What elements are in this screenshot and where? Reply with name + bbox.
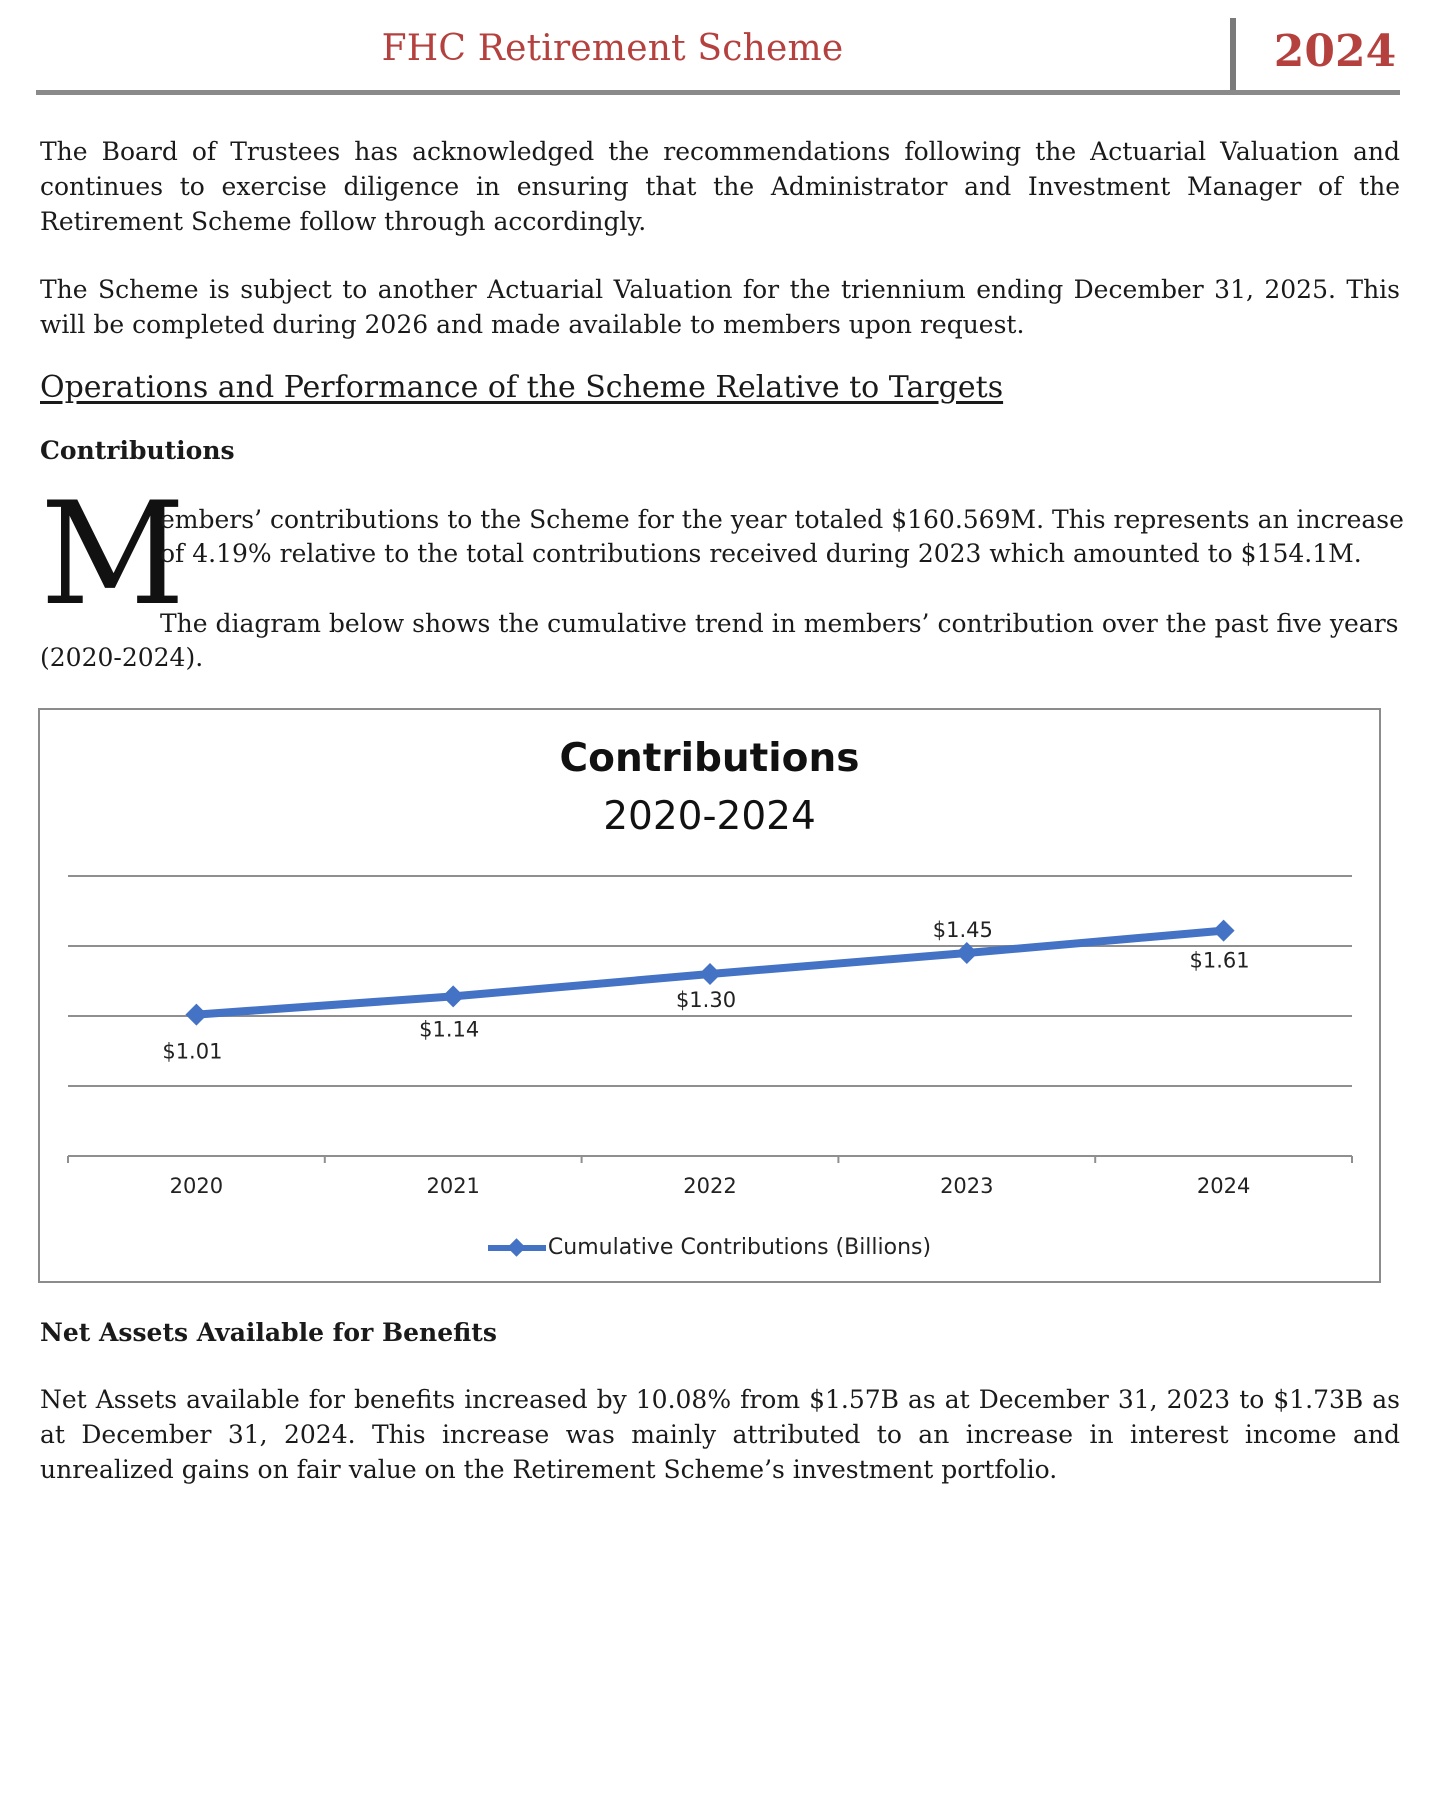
data-point-2020 bbox=[185, 1004, 207, 1026]
document-title: FHC Retirement Scheme bbox=[381, 28, 844, 69]
x-tick-label-2020: 2020 bbox=[169, 1174, 224, 1198]
data-label-2020: $1.01 bbox=[162, 1039, 223, 1064]
contributions-line-1: embers’ contributions to the Scheme for the year totaled $160.569M. This represents an increase bbox=[160, 505, 1404, 534]
contributions-line-3: The diagram below shows the cumulative trend in members’ contribution over the past five years bbox=[160, 609, 1399, 638]
data-point-2022 bbox=[699, 963, 721, 985]
chart-plot-area bbox=[40, 710, 1379, 1281]
x-tick-label-2021: 2021 bbox=[426, 1174, 480, 1198]
data-label-2024: $1.61 bbox=[1189, 948, 1250, 973]
x-tick-label-2022: 2022 bbox=[683, 1174, 737, 1198]
legend-series-label: Cumulative Contributions (Billions) bbox=[547, 1235, 932, 1260]
x-tick-label-2024: 2024 bbox=[1196, 1174, 1251, 1198]
contributions-line-2: of 4.19% relative to the total contributions received during 2023 which amounted to $154.1M. bbox=[160, 539, 1362, 568]
section-heading: Operations and Performance of the Scheme Relative to Targets bbox=[40, 370, 1004, 405]
header-rule bbox=[36, 90, 1400, 95]
data-label-2022: $1.30 bbox=[675, 988, 737, 1012]
data-point-2024 bbox=[1213, 920, 1235, 942]
net-assets-heading: Net Assets Available for Benefits bbox=[40, 1318, 497, 1347]
net-assets-paragraph: Net Assets available for benefits increased by 10.08% from $1.57B as at December 31, 2023 to $1.73B as at December 31, 2024. This increase was mainly attributed to an increase in interest income and unrealized gains on fair value on the Retirement Scheme’s investment portfolio. bbox=[40, 1385, 1400, 1484]
x-tick-label-2023: 2023 bbox=[940, 1174, 994, 1198]
contributions-line-4: (2020-2024). bbox=[40, 643, 204, 672]
data-label-2023: $1.45 bbox=[932, 918, 993, 942]
document-year: 2024 bbox=[1273, 26, 1397, 77]
chart-subtitle: 2020-2024 bbox=[603, 794, 816, 839]
legend-series-marker-icon bbox=[488, 1238, 546, 1258]
chart-legend bbox=[40, 1235, 1379, 1260]
data-point-2021 bbox=[442, 985, 464, 1007]
chart-title: Contributions bbox=[559, 736, 860, 781]
intro-paragraph-2: The Scheme is subject to another Actuarial Valuation for the triennium ending December 31, 2025. This will be completed during 2026 and made available to members upon request. bbox=[40, 275, 1400, 339]
header-divider-vertical bbox=[1230, 18, 1236, 92]
contributions-chart bbox=[38, 708, 1381, 1283]
drop-cap-letter: M bbox=[40, 472, 186, 637]
contributions-heading: Contributions bbox=[40, 436, 235, 465]
data-label-2021: $1.14 bbox=[419, 1017, 480, 1042]
intro-paragraph-1: The Board of Trustees has acknowledged the recommendations following the Actuarial Valuation and continues to exercise diligence in ensuring that the Administrator and Investment Manager of the Retirement Scheme follow through accordingly. bbox=[40, 137, 1400, 236]
